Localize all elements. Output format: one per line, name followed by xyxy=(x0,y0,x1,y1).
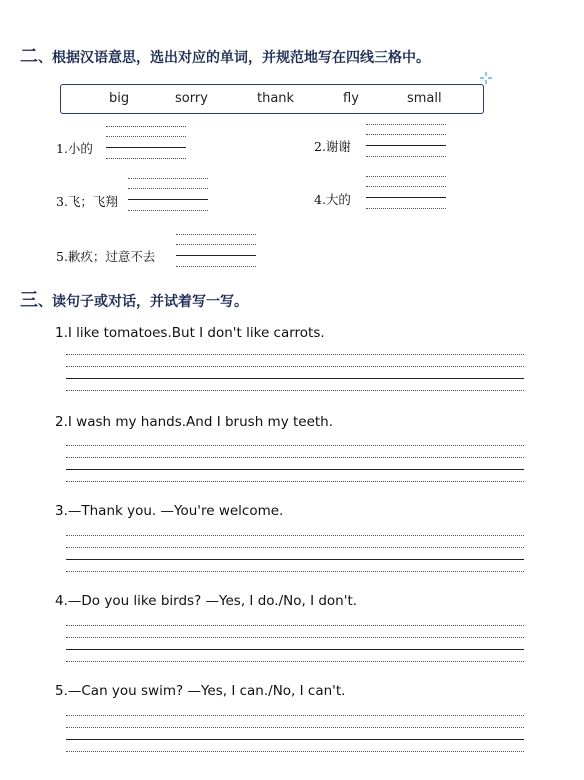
word-bank-item: thank xyxy=(257,91,295,106)
word-bank xyxy=(60,84,484,114)
sentence-5: 5.—Can you swim? —Yes, I can./No, I can't. xyxy=(55,683,346,699)
item-1-label: 1.小的 xyxy=(56,141,93,156)
four-line-grid[interactable] xyxy=(366,124,446,156)
word-bank-item: sorry xyxy=(175,91,208,106)
four-line-grid[interactable] xyxy=(176,234,256,266)
item-3-label: 3.飞；飞翔 xyxy=(56,194,118,209)
sentence-2: 2.I wash my hands.And I brush my teeth. xyxy=(55,414,334,430)
sentence-4: 4.—Do you like birds? —Yes, I do./No, I don't. xyxy=(55,593,358,609)
sparkle-icon xyxy=(480,72,492,84)
word-bank-item: fly xyxy=(343,91,359,106)
word-bank-item: big xyxy=(109,91,130,106)
four-line-writing-block[interactable] xyxy=(66,445,524,481)
item-4-label: 4.大的 xyxy=(314,192,351,207)
section-2-title xyxy=(20,42,430,68)
four-line-writing-block[interactable] xyxy=(66,625,524,661)
sentence-3: 3.—Thank you. —You're welcome. xyxy=(55,503,284,519)
item-5-label: 5.歉疚；过意不去 xyxy=(56,249,156,264)
word-bank-item: small xyxy=(407,91,442,106)
four-line-writing-block[interactable] xyxy=(66,354,524,390)
section-3-title-text: 、读句子或对话，并试着写一写。 xyxy=(38,294,248,310)
sentence-1: 1.I like tomatoes.But I don't like carrots. xyxy=(55,325,325,341)
section-2-number: 二 xyxy=(20,46,38,67)
four-line-grid[interactable] xyxy=(366,176,446,208)
item-2-label: 2.谢谢 xyxy=(314,139,351,154)
section-3-number: 三 xyxy=(20,290,38,311)
four-line-grid[interactable] xyxy=(128,178,208,210)
four-line-writing-block[interactable] xyxy=(66,535,524,571)
four-line-writing-block[interactable] xyxy=(66,715,524,751)
section-3-title xyxy=(20,286,248,312)
four-line-grid[interactable] xyxy=(106,126,186,158)
section-2-title-text: 、根据汉语意思，选出对应的单词，并规范地写在四线三格中。 xyxy=(38,50,430,66)
